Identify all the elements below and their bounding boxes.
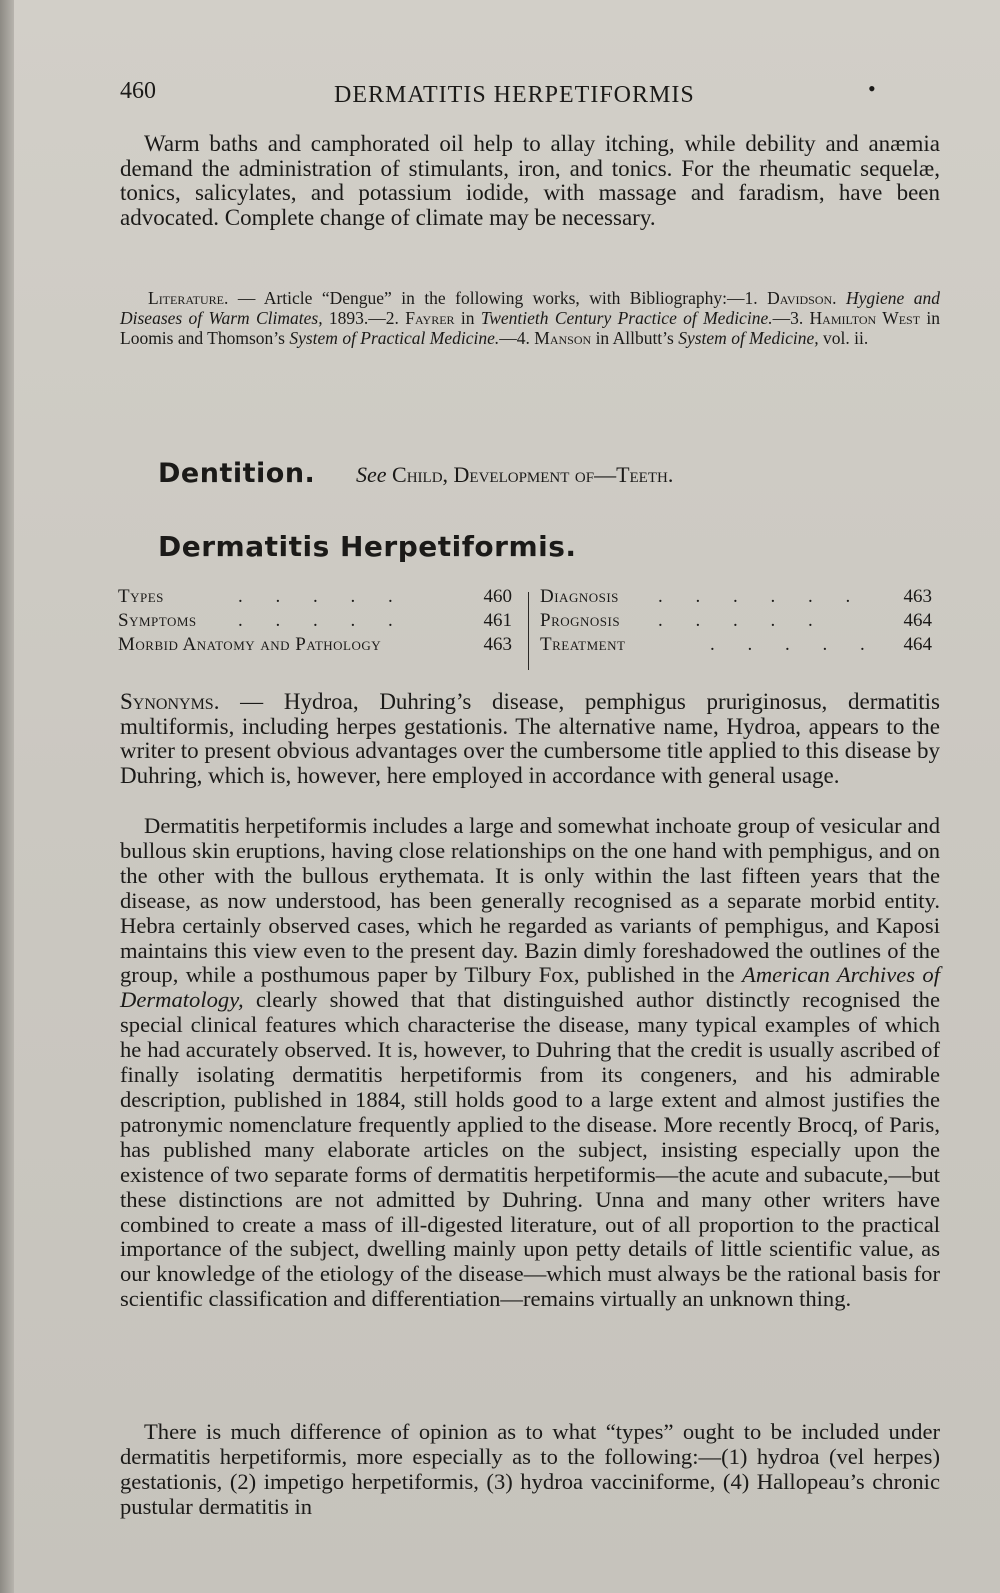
synonyms-text: — Hydroa, Duhring’s disease, pemphigus pruriginosus, dermatitis multiformis, including herpes gestationis. The alternative name, Hydroa, appears to the writer to present obvious advantages over the cumbersome title applied to this disease by Duhring, which is, however, here employed in accordance with general usage.	[120, 689, 940, 788]
literature-in-4: in Allbutt’s	[591, 328, 679, 348]
treatment-paragraph: Warm baths and camphorated oil help to allay itching, while debility and anæmia demand the administration of stimulants, iron, and tonics. For the rheumatic sequelæ, tonics, salicylates, and potassium iodide, with massage and faradism, have been advocated. Complete change of climate may be necessary.	[120, 131, 940, 230]
page-number: 460	[120, 78, 156, 104]
literature-title-3: System of Practical Medicine.	[289, 328, 500, 348]
toc-leader: . . . . .	[710, 634, 879, 655]
history-paragraph	[120, 814, 940, 1312]
toc-row	[118, 586, 520, 610]
history-text-part-2: clearly showed that that distinguished author distinctly recognised the special clinical features which characterise the disease, many typical examples of which he had accurately observed. It is, however, to Duhring that the credit is usually ascribed of finally isolating dermatitis herpetiformis from its congeners, and his admirable description, published in 1884, still holds good to a large extent and almost justifies the patronymic nomenclature frequently applied to the disease. More recently Brocq, of Paris, has published many elaborate articles on the subject, insisting especially upon the existence of two separate forms of dermatitis herpetiformis—the acute and subacute,—but these distinctions are not admitted by Duhring. Unna and many other writers have combined to create a mass of ill-digested literature, out of all proportion to the practical importance of the subject, dwelling mainly upon petty details of little scientific value, as our knowledge of the etiology of the disease—which must always be the rational basis for scientific classification and differentiation—remains virtually an unknown thing.	[120, 987, 940, 1312]
literature-title-4: System of Medicine,	[678, 328, 819, 348]
toc-leader: . . . . .	[658, 610, 827, 631]
literature-in-3: in Loomis and Thomson’s	[120, 308, 940, 348]
literature-rest-2: —3.	[772, 308, 810, 328]
literature-rest-4: vol. ii.	[818, 328, 869, 348]
toc-label: Treatment	[540, 634, 626, 655]
toc-label: Types	[118, 586, 164, 607]
toc-leader: . . . . .	[238, 586, 407, 607]
literature-author-4: Manson	[534, 328, 592, 348]
toc-page: 460	[483, 586, 512, 607]
literature-rest-1: 1893.—2.	[322, 308, 406, 328]
toc-row	[540, 610, 940, 634]
toc-page: 463	[903, 586, 932, 607]
toc-page: 464	[903, 610, 932, 631]
contents-right-column	[540, 586, 940, 658]
cross-reference-target: Child, Development of—Teeth.	[386, 462, 674, 487]
toc-label: Symptoms	[118, 610, 197, 631]
contents-divider	[528, 592, 529, 670]
running-title: DERMATITIS HERPETIFORMIS	[334, 82, 695, 108]
journal-title: American Archives of Dermatology,	[120, 962, 940, 1013]
see-label: See	[356, 462, 387, 487]
dentition-cross-reference	[356, 462, 673, 488]
running-header	[120, 78, 940, 118]
literature-in-2: in	[454, 308, 481, 328]
section-heading: Dermatitis Herpetiformis.	[158, 530, 577, 563]
toc-row	[118, 610, 520, 634]
literature-author-3: Hamilton West	[809, 308, 921, 328]
header-mark: •	[868, 76, 876, 101]
toc-leader: . . . . . .	[658, 586, 865, 607]
types-paragraph: There is much difference of opinion as to what “types” ought to be included under dermatitis herpetiformis, more especially as to the following:—(1) hydroa (vel herpes) gestationis, (2) impetigo herpetiformis, (3) hydroa vacciniforme, (4) Hallopeau’s chronic pustular dermatitis in	[120, 1419, 940, 1519]
literature-label: Literature.	[148, 288, 229, 308]
literature-note	[120, 288, 940, 348]
toc-page: 463	[483, 634, 512, 655]
toc-page: 464	[903, 634, 932, 655]
literature-title-2: Twentieth Century Practice of Medicine.	[480, 308, 773, 328]
toc-row	[540, 586, 940, 610]
literature-rest-3: —4.	[499, 328, 535, 348]
synonyms-label: Synonyms.	[120, 689, 220, 714]
toc-leader: . . . . .	[238, 610, 407, 631]
toc-label: Morbid Anatomy and Pathology	[118, 634, 382, 655]
toc-row	[540, 634, 940, 658]
dentition-heading: Dentition.	[158, 458, 316, 489]
page-gutter-shadow	[0, 0, 14, 1593]
toc-page: 461	[483, 610, 512, 631]
toc-row	[118, 634, 520, 658]
contents-left-column	[118, 586, 520, 658]
toc-label: Prognosis	[540, 610, 621, 631]
literature-title-1: Hygiene and Diseases of Warm Climates,	[120, 288, 940, 328]
toc-label: Diagnosis	[540, 586, 619, 607]
literature-author-1: Davidson.	[767, 288, 837, 308]
history-text-part-1: Dermatitis herpetiformis includes a large and somewhat inchoate group of vesicular and bullous skin eruptions, having close relationships on the one hand with pemphigus, and on the other with the bullous erythemata. It is only within the last fifteen years that the disease, as now understood, has been generally recognised as a separate morbid entity. Hebra certainly observed cases, which he regarded as variants of pemphigus, and Kaposi maintains this view even to the present day. Bazin dimly foreshadowed the outlines of the group, while a posthumous paper by Tilbury Fox, published in the	[120, 813, 940, 988]
literature-intro: — Article “Dengue” in the following works, with Bibliography:—1.	[228, 288, 768, 308]
literature-author-2: Fayrer	[405, 308, 455, 328]
synonyms-paragraph	[120, 690, 940, 788]
